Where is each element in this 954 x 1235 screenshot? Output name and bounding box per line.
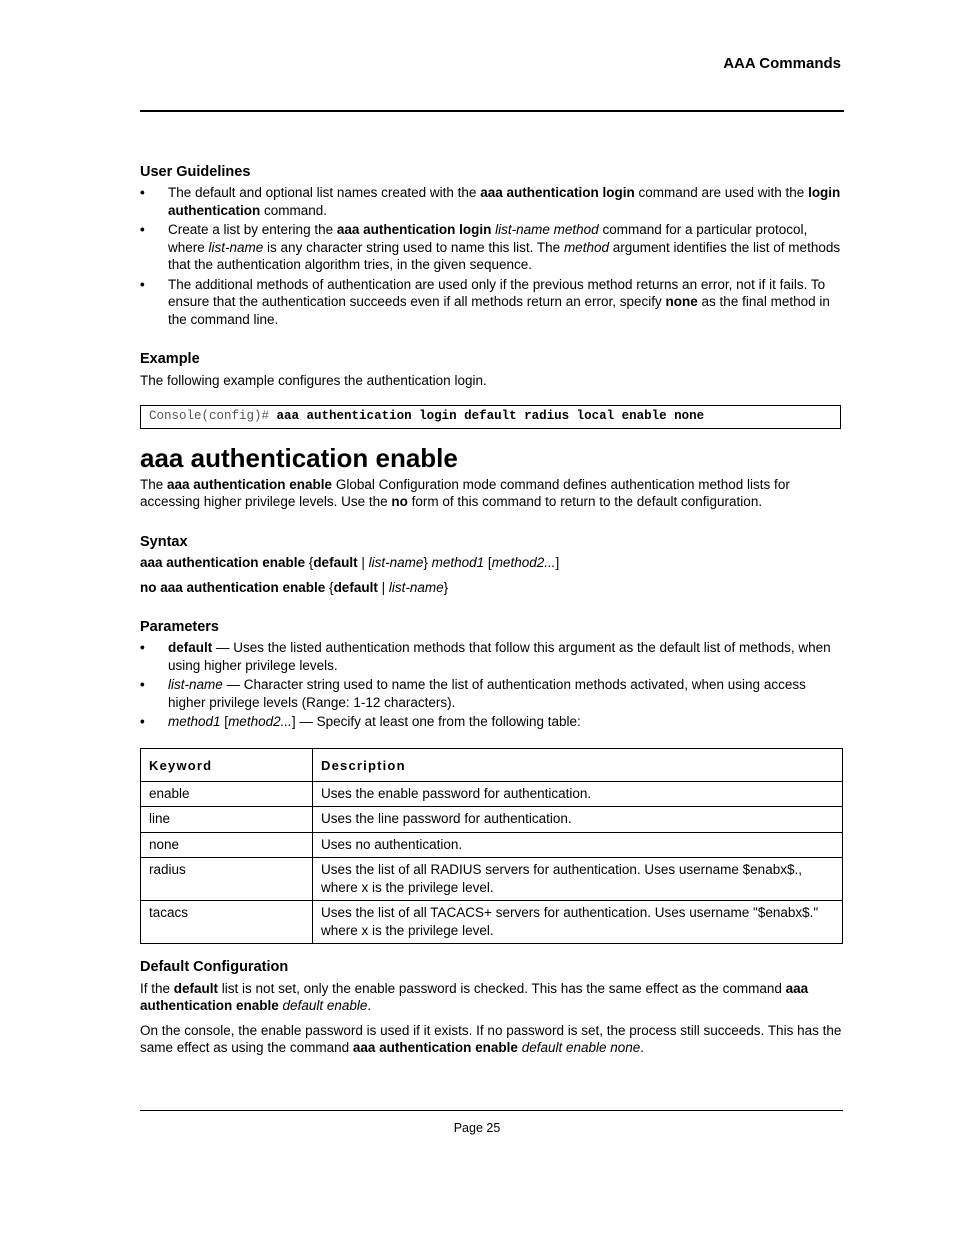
description-cell: Uses the enable password for authentication. — [313, 781, 843, 807]
parameters-heading: Parameters — [140, 619, 219, 635]
bullet-icon: • — [140, 640, 145, 655]
keyword-cell: tacacs — [141, 901, 313, 944]
keyword-header: Keyword — [141, 749, 313, 782]
user-guidelines-list — [140, 184, 845, 330]
table-row — [141, 858, 843, 901]
list-item: • The additional methods of authentication are used only if the previous method returns an error, not if it fails. To ensure that the authentication succeeds even if all methods return an error, specify none as the final method in the command line. — [140, 276, 830, 327]
example-text: The following example configures the authentication login. — [140, 373, 487, 388]
table-row — [141, 807, 843, 833]
syntax-line-1: aaa authentication enable {default | list-name} method1 [method2...] — [140, 555, 560, 570]
list-item: • Create a list by entering the aaa authentication login list-name method command for a particular protocol, where list-name is any character string used to name this list. The method argument identifies the list of methods that the authentication algorithm tries, in the given sequence. — [140, 222, 841, 272]
description-cell: Uses the list of all RADIUS servers for authentication. Uses username $enabx$., where x is the privilege level. — [313, 858, 843, 901]
bullet-icon: • — [140, 222, 145, 237]
list-item: • default — Uses the listed authentication methods that follow this argument as the default list of methods, when using higher privilege levels. — [140, 640, 831, 673]
bullet-icon: • — [140, 185, 145, 200]
table-row — [141, 901, 843, 944]
user-guidelines-heading: User Guidelines — [140, 164, 251, 180]
table-row — [141, 832, 843, 858]
section-intro: The aaa authentication enable Global Configuration mode command defines authentication method lists for accessing higher privilege levels. Use the no form of this command to return to the default configuration. — [140, 477, 790, 509]
description-cell: Uses the list of all TACACS+ servers for authentication. Uses username "$enabx$." where x is the privilege level. — [313, 901, 843, 944]
keyword-cell: line — [141, 807, 313, 833]
description-cell: Uses the line password for authentication. — [313, 807, 843, 833]
table-row — [141, 781, 843, 807]
console-prompt: Console(config)# — [149, 409, 270, 423]
default-config-para-1: If the default list is not set, only the enable password is checked. This has the same effect as the command aaa authentication enable default enable. — [140, 981, 809, 1013]
header-rule — [140, 110, 844, 112]
list-item: • list-name — Character string used to name the list of authentication methods activated, when using access higher privilege levels (Range: 1-12 characters). — [140, 677, 806, 710]
description-cell: Uses no authentication. — [313, 832, 843, 858]
bullet-icon: • — [140, 677, 145, 692]
list-item: • method1 [method2...] — Specify at least one from the following table: — [140, 714, 581, 729]
bullet-icon: • — [140, 276, 145, 292]
keyword-cell: enable — [141, 781, 313, 807]
default-config-para-2: On the console, the enable password is used if it exists. If no password is set, the process still succeeds. This has the same effect as using the command aaa authentication enable default enable none. — [140, 1023, 842, 1055]
keyword-cell: radius — [141, 858, 313, 901]
code-example — [140, 405, 841, 429]
section-title: aaa authentication enable — [140, 443, 458, 473]
description-header: Description — [313, 749, 843, 782]
parameters-list — [140, 639, 845, 733]
default-config-heading: Default Configuration — [140, 959, 289, 975]
keyword-cell: none — [141, 832, 313, 858]
table-header-row — [141, 749, 843, 782]
syntax-heading: Syntax — [140, 534, 188, 550]
list-item: • The default and optional list names created with the aaa authentication login command are used with the login authentication command. — [140, 185, 841, 218]
console-command: aaa authentication login default radius local enable none — [276, 409, 705, 423]
bullet-icon: • — [140, 714, 145, 729]
footer-rule — [140, 1110, 843, 1111]
keyword-table — [140, 748, 843, 944]
running-header: AAA Commands — [723, 55, 841, 72]
example-heading: Example — [140, 351, 200, 367]
page-number: Page 25 — [453, 1121, 501, 1135]
syntax-line-2: no aaa authentication enable {default | list-name} — [140, 580, 449, 595]
